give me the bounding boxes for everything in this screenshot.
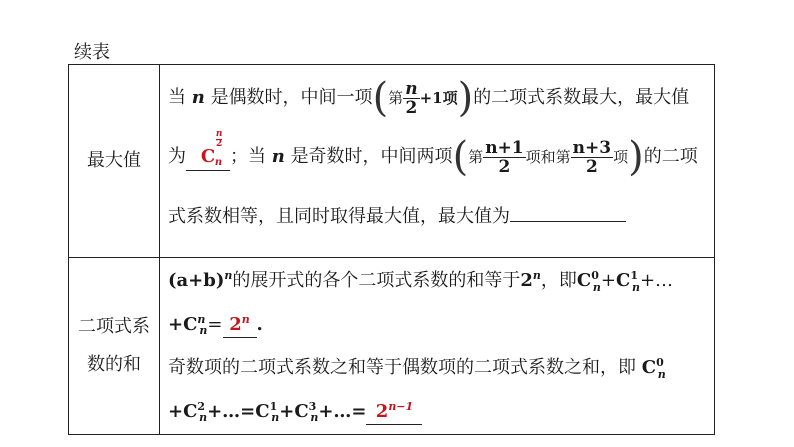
row-label-max-value: 最大值 — [69, 65, 160, 258]
paren-right-2: ) — [628, 134, 644, 180]
paren-left: ( — [372, 75, 389, 121]
text-odd-case: 是奇数时，中间两项 — [290, 146, 453, 167]
var-n-odd: n — [271, 146, 285, 167]
text-max-coef: 的二项式系数最大，最大值 — [473, 87, 690, 108]
answer-blank-sum: 2$^n$ — [223, 308, 257, 338]
answer-blank-odd — [510, 201, 626, 222]
text-semicolon-dang: ；当 — [230, 146, 266, 167]
table-row-max-value — [69, 65, 715, 258]
var-n: n — [191, 87, 205, 108]
fraction-n-plus-3-over-2: $\frac{n+3}{2}$ — [572, 137, 612, 177]
sum-line-2: $+C^n_n= 2^n$ . — [168, 304, 708, 348]
fraction-n-plus-1-over-2: $\frac{n+1}{2}$ — [485, 137, 524, 177]
text-plus1-term: +1项 — [419, 89, 458, 107]
paren-left-2: ( — [452, 134, 469, 180]
fraction-n-over-2: $\frac{n}{2}$ — [405, 78, 418, 118]
table-row-coefficient-sum — [69, 258, 715, 435]
sum-line-1: $(a+b)^n$的展开式的各个二项式系数的和等于2$^n$，即$C^0_n+C^1_n+\dots$ — [168, 269, 674, 294]
answer-blank-even — [186, 129, 230, 171]
text-di: 第 — [388, 89, 404, 107]
max-line-3 — [168, 187, 708, 247]
binomial-properties-table — [68, 64, 715, 435]
text-odd-max: 式系数相等，且同时取得最大值，最大值为 — [168, 206, 510, 227]
row-label-coefficient-sum: 二项式系 数的和 — [69, 258, 160, 435]
expansion-expr: $(a+b)^n$ — [168, 269, 233, 291]
max-line-1 — [168, 69, 708, 127]
sum-line-3: 奇数项的二项式系数之和等于偶数项的二项式系数之和，即 $C^0_n$ — [168, 356, 666, 381]
text-dang: 当 — [168, 87, 186, 108]
row-content-coefficient-sum — [160, 258, 715, 435]
max-line-2: 为 C n 2 n ；当 n 是奇数时，中间两项(第 $\frac{n+1}{2}$ 项和第 $\frac{n+3}{2}$ 项)的二项 — [168, 129, 698, 180]
text-wei: 为 — [168, 146, 186, 167]
table-caption: 续表 — [74, 42, 110, 63]
paren-right: ) — [457, 75, 474, 121]
answer-combination: C n 2 n — [200, 129, 223, 168]
sum-line-4: $+C^2_n+\dots=C^1_n+C^3_n+\dots= 2^{n-1}$ — [168, 391, 708, 435]
row-content-max-value — [160, 65, 715, 258]
answer-blank-odd-even-sum: $2^{n-1}$ — [366, 395, 422, 425]
text-even-case: 是偶数时，中间一项 — [210, 87, 373, 108]
